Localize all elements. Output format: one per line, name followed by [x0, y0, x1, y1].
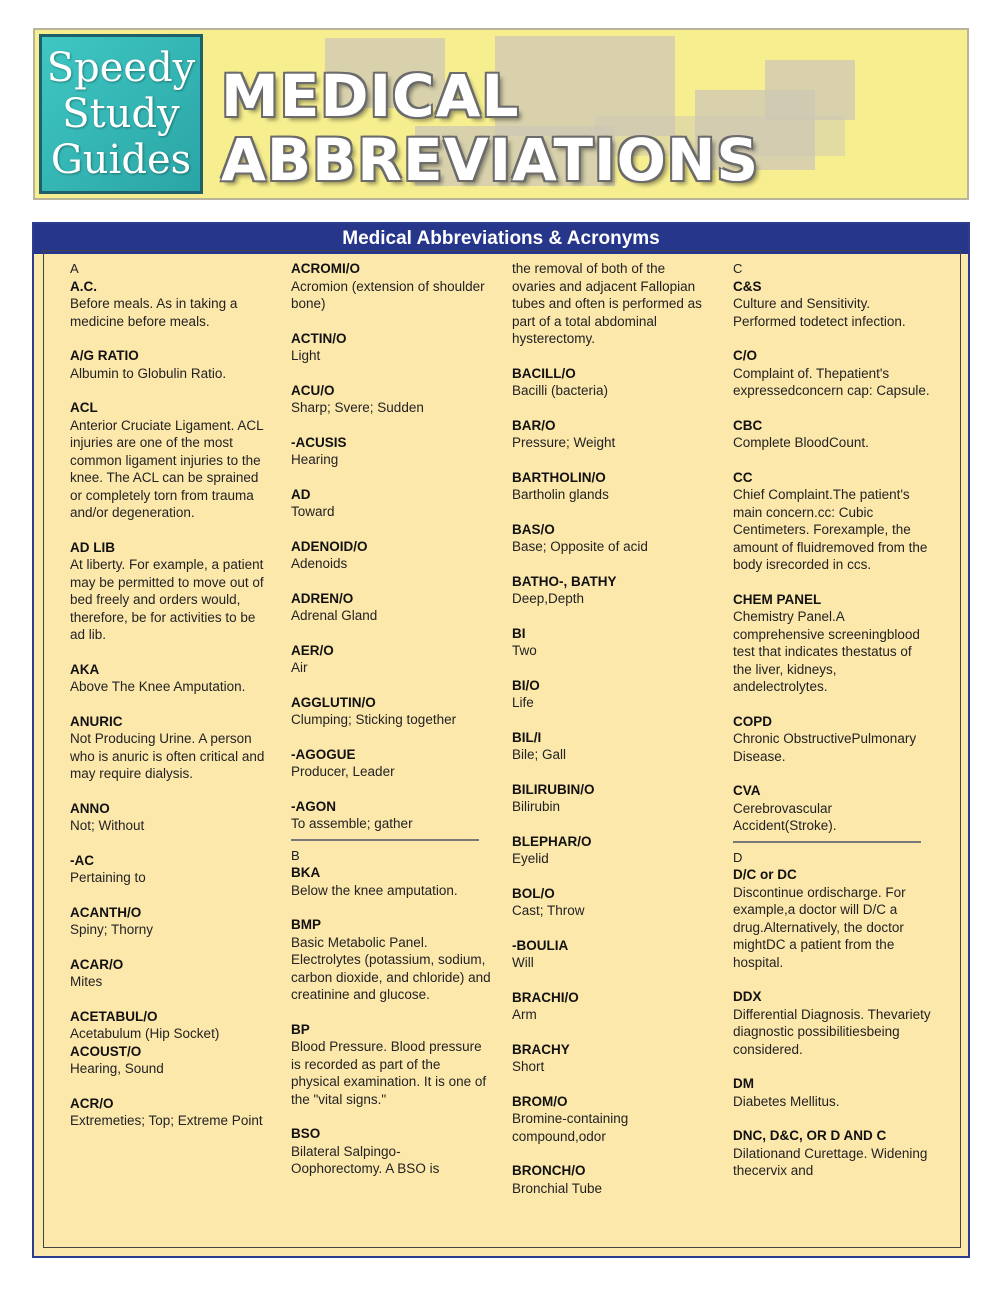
abbreviation-entry — [733, 866, 933, 971]
abbreviation-definition: Producer, Leader — [291, 764, 395, 779]
abbreviation-term: ACR/O — [70, 1095, 114, 1111]
abbreviation-entry — [70, 904, 270, 939]
abbreviation-entry — [291, 330, 491, 365]
abbreviation-entry — [512, 1162, 712, 1197]
abbreviation-term: BILIRUBIN/O — [512, 781, 595, 797]
abbreviation-entry — [70, 347, 270, 382]
abbreviation-definition: Not Producing Urine. A person who is anuric is often critical and may require dialysis. — [70, 731, 265, 781]
abbreviation-definition: At liberty. For example, a patient may be permitted to move out of bed freely and orders would, therefore, be for activities to be ad lib. — [70, 557, 264, 642]
abbreviation-definition: Air — [291, 660, 308, 675]
abbreviation-term: -BOULIA — [512, 937, 569, 953]
abbreviation-term: AD — [291, 486, 311, 502]
abbreviation-entry — [512, 469, 712, 504]
abbreviation-entry — [512, 833, 712, 868]
abbreviation-term: BRACHY — [512, 1041, 570, 1057]
abbreviation-definition: Pertaining to — [70, 870, 146, 885]
abbreviation-entry — [70, 852, 270, 887]
abbreviation-definition: Mites — [70, 974, 103, 989]
abbreviation-definition: Albumin to Globulin Ratio. — [70, 365, 227, 381]
abbreviation-term: BP — [291, 1021, 310, 1037]
abbreviation-entry — [291, 260, 491, 313]
abbreviation-definition: Pressure; Weight — [512, 435, 616, 450]
abbreviation-term: BARTHOLIN/O — [512, 469, 606, 485]
abbreviation-definition: Will — [512, 955, 534, 970]
abbreviation-term: CBC — [733, 417, 763, 433]
section-letter: C — [733, 261, 743, 276]
abbreviation-definition: Below the knee amputation. — [291, 882, 458, 898]
abbreviation-definition: Light — [291, 348, 321, 363]
abbreviation-term: AER/O — [291, 642, 334, 658]
abbreviations-sheet — [32, 222, 970, 1258]
abbreviation-entry — [70, 1095, 270, 1130]
section-letter: B — [291, 847, 300, 863]
abbreviation-definition: Chemistry Panel.A comprehensive screeningblood test that indicates thestatus of the liver, kidneys, andelectrolytes. — [733, 609, 920, 694]
abbreviation-term: ANNO — [70, 800, 110, 816]
column-3 — [512, 260, 712, 1214]
abbreviation-entry — [70, 1008, 270, 1043]
abbreviation-entry — [512, 521, 712, 556]
abbreviation-term: ACAR/O — [70, 956, 124, 972]
abbreviation-entry — [512, 677, 712, 712]
abbreviation-term: A/G RATIO — [70, 348, 139, 363]
abbreviation-term: C&S — [733, 278, 762, 294]
abbreviation-definition: Bile; Gall — [512, 747, 567, 762]
abbreviation-definition: Bilateral Salpingo-Oophorectomy. A BSO is — [291, 1143, 440, 1176]
abbreviation-term: BMP — [291, 917, 321, 932]
abbreviation-term: BSO — [291, 1126, 321, 1141]
section-letter: A — [70, 261, 79, 276]
abbreviation-term: BRACHI/O — [512, 989, 579, 1005]
abbreviation-definition: Extremeties; Top; Extreme Point — [70, 1113, 263, 1128]
abbreviation-term: BAR/O — [512, 417, 556, 433]
abbreviation-entry — [733, 782, 933, 835]
abbreviation-definition: Hearing, Sound — [70, 1061, 164, 1076]
column-4 — [733, 260, 933, 1197]
section-divider — [291, 839, 479, 841]
abbreviation-definition: Life — [512, 695, 534, 710]
abbreviation-definition: Clumping; Sticking together — [291, 712, 457, 727]
abbreviation-entry — [70, 713, 270, 783]
abbreviation-term: DDX — [733, 989, 762, 1004]
abbreviation-entry — [512, 417, 712, 452]
abbreviation-term: ACTIN/O — [291, 330, 347, 346]
abbreviation-definition: Arm — [512, 1007, 537, 1022]
abbreviation-entry — [512, 1093, 712, 1146]
abbreviation-term: D/C or DC — [733, 867, 797, 882]
abbreviation-definition: Deep,Depth — [512, 591, 585, 606]
abbreviation-definition: Short — [512, 1059, 545, 1074]
brand-line: Study — [62, 91, 180, 137]
abbreviation-definition: Bacilli (bacteria) — [512, 383, 609, 398]
abbreviation-definition: Basic Metabolic Panel. Electrolytes (potassium, sodium, carbon dioxide, and chloride) and creatinine and glucose. — [291, 934, 491, 1002]
decor-square — [765, 60, 855, 120]
abbreviation-definition: Bartholin glands — [512, 487, 609, 502]
abbreviation-entry — [733, 278, 933, 331]
abbreviation-entry — [291, 746, 491, 781]
abbreviation-definition: Cerebrovascular Accident(Stroke). — [733, 800, 837, 833]
abbreviation-definition: Hearing — [291, 452, 339, 467]
abbreviation-entry — [291, 434, 491, 469]
abbreviation-definition: Discontinue ordischarge. For example,a doctor will D/C a drug.Alternatively, the doctor mightDC a patient from the hospital. — [733, 884, 906, 970]
abbreviation-definition: Toward — [291, 504, 335, 519]
abbreviation-term: ACU/O — [291, 382, 335, 398]
abbreviation-entry — [70, 661, 270, 696]
brand-logo — [39, 34, 203, 194]
abbreviation-term: ADREN/O — [291, 590, 354, 606]
abbreviation-term: ACANTH/O — [70, 904, 142, 920]
abbreviation-entry — [512, 937, 712, 972]
abbreviation-definition: Above The Knee Amputation. — [70, 679, 246, 694]
title-banner — [33, 28, 969, 200]
abbreviation-term: ANURIC — [70, 713, 123, 729]
abbreviation-entry — [70, 800, 270, 835]
abbreviation-entry — [291, 798, 491, 833]
abbreviation-entry — [512, 989, 712, 1024]
abbreviation-entry — [512, 885, 712, 920]
abbreviation-entry — [291, 1125, 491, 1178]
abbreviation-term: BOL/O — [512, 885, 555, 901]
abbreviation-definition: Base; Opposite of acid — [512, 539, 648, 554]
abbreviation-term: BATHO-, BATHY — [512, 573, 617, 589]
abbreviation-entry — [291, 486, 491, 521]
abbreviation-entry — [70, 399, 270, 522]
abbreviation-definition: Cast; Throw — [512, 903, 585, 918]
abbreviation-entry — [733, 469, 933, 574]
abbreviation-definition: Anterior Cruciate Ligament. ACL injuries are one of the most common ligament injuries to the knee. The ACL can be sprained or completely torn from trauma and/or degeneration. — [70, 417, 264, 520]
abbreviation-definition: Adrenal Gland — [291, 608, 378, 623]
abbreviation-definition: Chief Complaint.The patient's main concern.cc: Cubic Centimeters. Forexample, the amount of fluidremoved from the body isrecorded in ccs. — [733, 487, 928, 572]
abbreviation-definition: Spiny; Thorny — [70, 922, 154, 937]
page-title-line2: ABBREVIATIONS — [221, 126, 760, 194]
abbreviation-definition: Adenoids — [291, 556, 348, 571]
abbreviation-term: CC — [733, 469, 753, 485]
abbreviation-entry — [291, 694, 491, 729]
abbreviation-definition: Complete BloodCount. — [733, 435, 869, 450]
abbreviation-entry — [291, 642, 491, 677]
abbreviation-term: BAS/O — [512, 521, 555, 537]
abbreviation-term: A.C. — [70, 278, 97, 294]
abbreviation-definition: Blood Pressure. Blood pressure is recorded as part of the physical examination. It is one of the "vital signs." — [291, 1039, 487, 1107]
abbreviation-entry — [291, 382, 491, 417]
abbreviation-definition: Differential Diagnosis. Thevariety diagnostic possibilitiesbeing considered. — [733, 1006, 931, 1057]
abbreviation-entry — [512, 260, 712, 348]
abbreviation-entry — [733, 591, 933, 696]
abbreviation-term: ADENOID/O — [291, 538, 368, 554]
abbreviation-definition: Complaint of. Thepatient's expressedconcern cap: Capsule. — [733, 365, 930, 398]
abbreviation-term: CHEM PANEL — [733, 591, 822, 607]
brand-line: Speedy — [46, 45, 196, 91]
abbreviation-entry — [291, 590, 491, 625]
abbreviation-term: BKA — [291, 865, 321, 880]
abbreviation-definition: To assemble; gather — [291, 816, 413, 831]
section-letter: D — [733, 849, 743, 865]
abbreviation-term: COPD — [733, 713, 773, 729]
abbreviation-term: BROM/O — [512, 1093, 568, 1109]
column-2 — [291, 260, 491, 1195]
abbreviation-term: DNC, D&C, OR D AND C — [733, 1128, 887, 1143]
abbreviation-definition: Bilirubin — [512, 799, 561, 814]
abbreviation-definition: Diabetes Mellitus. — [733, 1093, 840, 1109]
abbreviation-entry — [291, 1021, 491, 1109]
abbreviation-term: BI — [512, 625, 526, 641]
abbreviation-entry — [70, 278, 270, 331]
abbreviation-entry — [512, 1041, 712, 1076]
abbreviation-entry — [733, 417, 933, 452]
abbreviation-entry — [70, 1043, 270, 1078]
abbreviation-definition: Dilationand Curettage. Widening thecervix and — [733, 1145, 928, 1178]
abbreviation-term: ACROMI/O — [291, 261, 360, 276]
abbreviation-entry — [733, 988, 933, 1058]
abbreviation-entry — [512, 729, 712, 764]
abbreviation-term: DM — [733, 1076, 754, 1091]
abbreviation-definition: Chronic ObstructivePulmonary Disease. — [733, 731, 917, 764]
abbreviation-definition: Two — [512, 643, 537, 658]
abbreviation-term: BRONCH/O — [512, 1163, 586, 1178]
abbreviation-entry — [70, 956, 270, 991]
abbreviation-term: BIL/I — [512, 729, 542, 745]
abbreviation-definition: Eyelid — [512, 851, 549, 866]
abbreviation-entry — [291, 538, 491, 573]
abbreviation-term: ACETABUL/O — [70, 1008, 158, 1024]
abbreviation-entry — [512, 781, 712, 816]
abbreviation-entry — [733, 1075, 933, 1110]
brand-line: Guides — [50, 137, 192, 183]
abbreviation-term: ACL — [70, 400, 98, 415]
page-title-line1: MEDICAL — [221, 62, 520, 130]
abbreviation-definition: Acromion (extension of shoulder bone) — [291, 278, 485, 311]
abbreviation-term: CVA — [733, 783, 761, 798]
section-divider — [733, 841, 921, 843]
abbreviation-term: BI/O — [512, 677, 540, 693]
abbreviation-entry — [733, 347, 933, 400]
abbreviation-definition: Sharp; Svere; Sudden — [291, 400, 424, 415]
section-title: Medical Abbreviations & Acronyms — [34, 224, 968, 254]
abbreviation-entry — [512, 625, 712, 660]
abbreviation-entry — [70, 539, 270, 644]
abbreviation-entry — [512, 365, 712, 400]
abbreviation-term: BACILL/O — [512, 365, 576, 381]
abbreviation-term: C/O — [733, 348, 758, 363]
abbreviation-term: -AC — [70, 852, 94, 868]
abbreviation-definition: Bromine-containing compound,odor — [512, 1111, 629, 1144]
abbreviation-entry — [291, 864, 491, 899]
abbreviation-term: -AGOGUE — [291, 746, 356, 762]
abbreviation-definition: Acetabulum (Hip Socket) — [70, 1026, 220, 1041]
abbreviation-definition: the removal of both of the ovaries and adjacent Fallopian tubes and often is performed as part of a total abdominal hysterectomy. — [512, 261, 702, 346]
abbreviation-definition: Before meals. As in taking a medicine before meals. — [70, 296, 238, 329]
abbreviation-term: BLEPHAR/O — [512, 833, 592, 849]
abbreviation-term: -ACUSIS — [291, 434, 347, 450]
abbreviation-definition: Bronchial Tube — [512, 1180, 603, 1196]
abbreviation-entry — [291, 916, 491, 1004]
abbreviation-entry — [733, 1127, 933, 1180]
abbreviation-term: ACOUST/O — [70, 1043, 142, 1059]
abbreviation-definition: Not; Without — [70, 818, 145, 833]
abbreviation-term: AD LIB — [70, 539, 115, 555]
abbreviation-term: AGGLUTIN/O — [291, 694, 376, 710]
abbreviation-entry — [733, 713, 933, 766]
abbreviation-definition: Culture and Sensitivity. Performed todetect infection. — [733, 296, 906, 329]
abbreviation-entry — [512, 573, 712, 608]
abbreviation-term: -AGON — [291, 798, 336, 814]
abbreviation-term: AKA — [70, 661, 100, 677]
column-1 — [70, 260, 270, 1147]
